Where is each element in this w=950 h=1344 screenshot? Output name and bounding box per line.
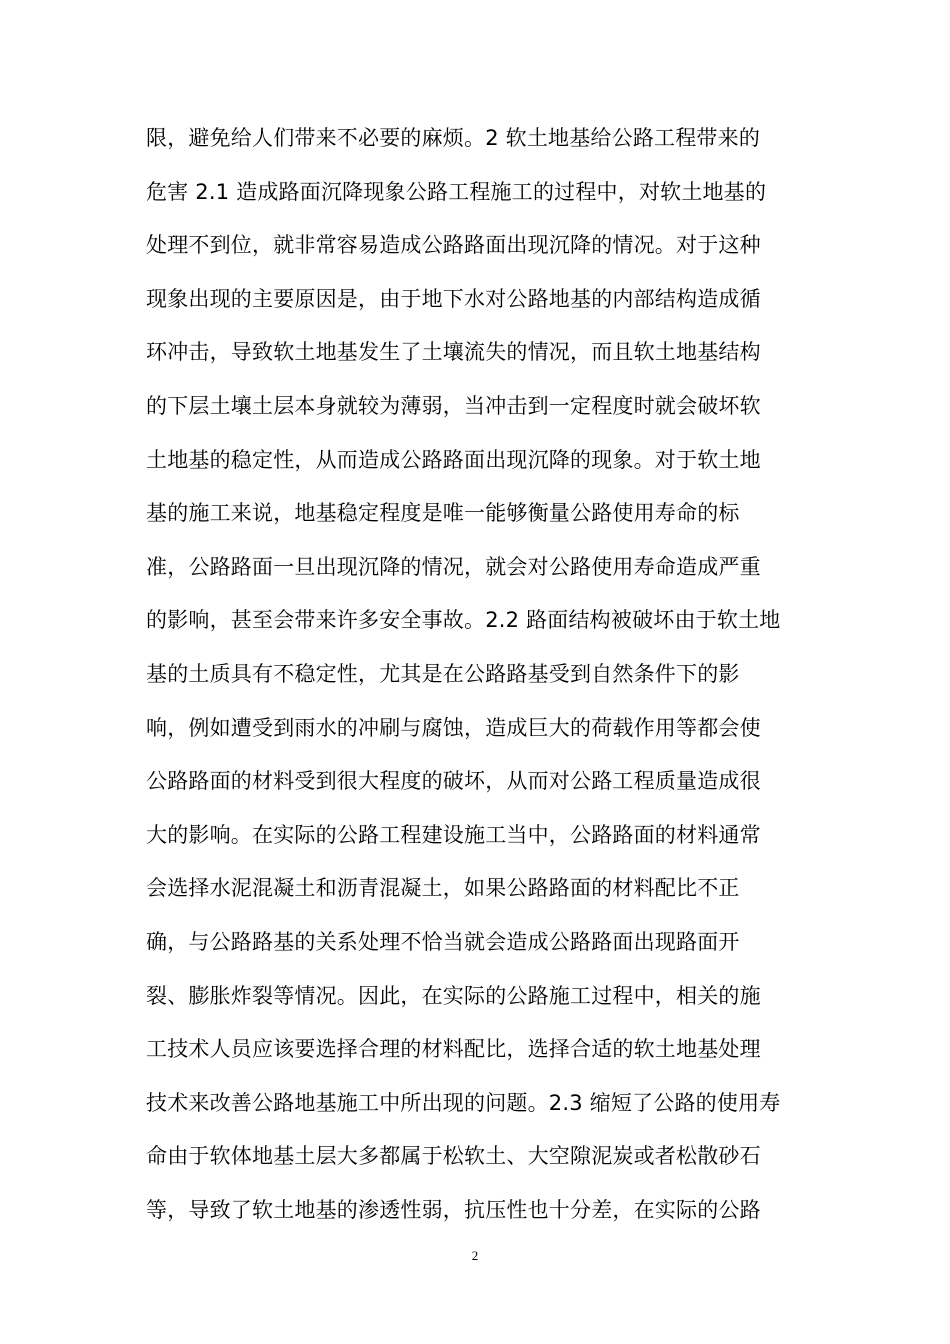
text-line: 土地基的稳定性，从而造成公路路面出现沉降的现象。对于软土地 <box>146 447 761 472</box>
text-line: 技术来改善公路地基施工中所出现的问题。2.3 缩短了公路的使用寿 <box>146 1090 781 1115</box>
text-line: 等，导致了软土地基的渗透性弱，抗压性也十分差，在实际的公路 <box>146 1197 761 1222</box>
text-line: 环冲击，导致软土地基发生了土壤流失的情况，而且软土地基结构 <box>146 340 761 365</box>
text-line: 准，公路路面一旦出现沉降的情况，就会对公路使用寿命造成严重 <box>146 554 761 579</box>
text-line: 公路路面的材料受到很大程度的破坏，从而对公路工程质量造成很 <box>146 769 761 794</box>
text-line: 处理不到位，就非常容易造成公路路面出现沉降的情况。对于这种 <box>146 233 761 258</box>
text-line: 危害 2.1 造成路面沉降现象公路工程施工的过程中，对软土地基的 <box>146 179 767 204</box>
body-text <box>146 118 814 1243</box>
page-number: 2 <box>471 1248 479 1263</box>
text-line: 会选择水泥混凝土和沥青混凝土，如果公路路面的材料配比不正 <box>146 876 740 901</box>
text-line: 的影响，甚至会带来许多安全事故。2.2 路面结构被破坏由于软土地 <box>146 608 781 633</box>
text-line: 的下层土壤土层本身就较为薄弱，当冲击到一定程度时就会破坏软 <box>146 393 761 418</box>
text-line: 基的施工来说，地基稳定程度是唯一能够衡量公路使用寿命的标 <box>146 501 740 526</box>
text-line: 响，例如遭受到雨水的冲刷与腐蚀，造成巨大的荷载作用等都会使 <box>146 715 761 740</box>
text-line: 大的影响。在实际的公路工程建设施工当中，公路路面的材料通常 <box>146 822 761 847</box>
text-line: 现象出现的主要原因是，由于地下水对公路地基的内部结构造成循 <box>146 286 761 311</box>
text-line: 限，避免给人们带来不必要的麻烦。2 软土地基给公路工程带来的 <box>146 126 761 150</box>
text-line: 基的土质具有不稳定性，尤其是在公路路基受到自然条件下的影 <box>146 661 740 686</box>
text-line: 确，与公路路基的关系处理不恰当就会造成公路路面出现路面开 <box>146 929 740 954</box>
text-line: 命由于软体地基土层大多都属于松软土、大空隙泥炭或者松散砂石 <box>146 1144 761 1169</box>
text-line: 裂、膨胀炸裂等情况。因此，在实际的公路施工过程中，相关的施 <box>146 983 761 1008</box>
text-line: 工技术人员应该要选择合理的材料配比，选择合适的软土地基处理 <box>146 1037 761 1062</box>
